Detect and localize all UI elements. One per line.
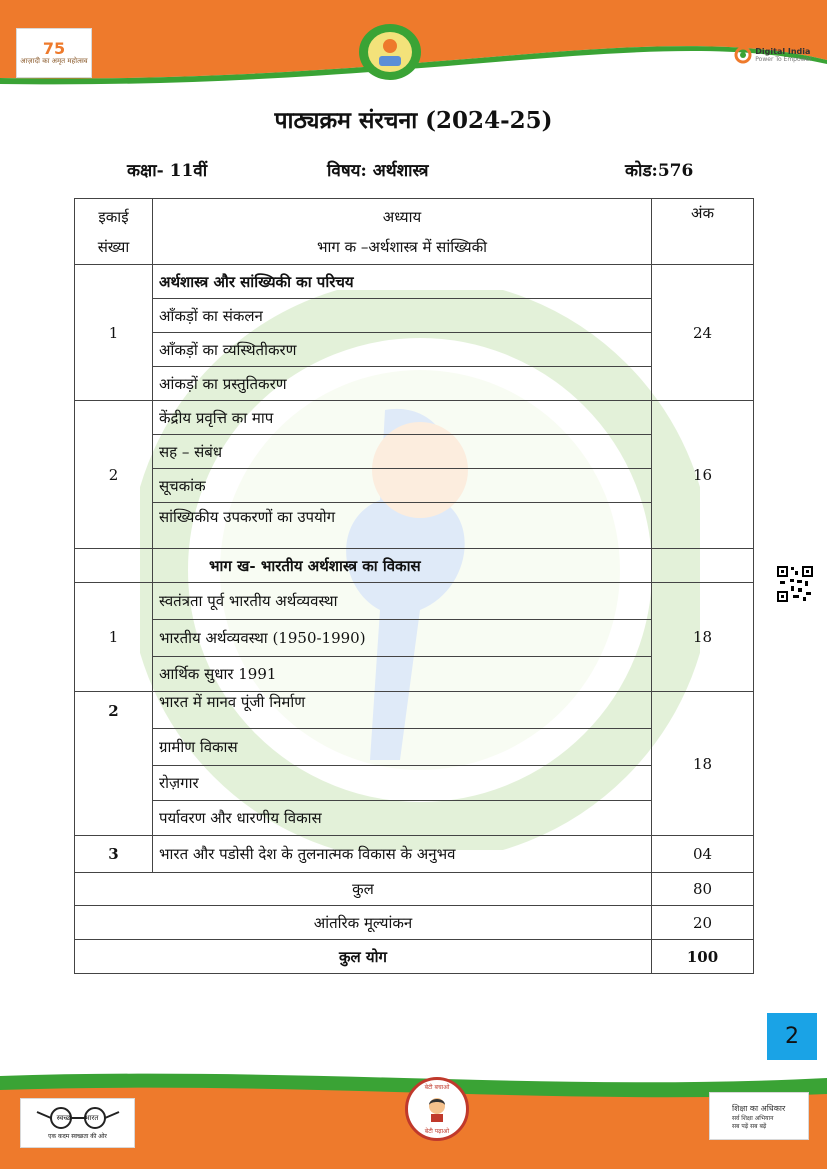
board-emblem-icon: [357, 22, 423, 82]
chapter-cell: आर्थिक सुधार 1991: [153, 657, 652, 692]
total-value: 80: [652, 873, 754, 906]
total-row: [75, 873, 754, 906]
chapter-cell: सूचकांक: [153, 469, 652, 503]
marks-cell: 18: [652, 583, 754, 692]
azadi-logo: [16, 28, 92, 78]
chapter-cell: सांख्यिकीय उपकरणों का उपयोग: [153, 503, 652, 549]
swachh-sub: एक कदम स्वच्छता की ओर: [48, 1133, 107, 1140]
internal-row: [75, 906, 754, 940]
unit-number: 3: [75, 836, 153, 873]
azadi-logo-text: आज़ादी का अमृत महोत्सव: [20, 56, 88, 65]
chapter-cell: स्वतंत्रता पूर्व भारतीय अर्थव्यवस्था: [153, 583, 652, 620]
page-number: 2: [767, 1013, 817, 1060]
internal-value: 20: [652, 906, 754, 940]
digital-india-logo: [733, 38, 813, 72]
swachh-label: स्वच्छ: [56, 1114, 71, 1122]
header-marks: अंक: [652, 199, 754, 265]
internal-label: आंतरिक मूल्यांकन: [75, 906, 652, 940]
marks-cell: 24: [652, 265, 754, 401]
azadi-logo-number: 75: [42, 38, 66, 58]
beti-bachao-logo: [405, 1077, 469, 1141]
header-unit: [75, 199, 153, 265]
grand-total-label: कुल योग: [75, 940, 652, 974]
swachh-bharat-logo: [20, 1098, 135, 1148]
chapter-cell: भारतीय अर्थव्यवस्था (1950-1990): [153, 620, 652, 657]
header-chapter-label: अध्याय: [382, 207, 422, 226]
marks-cell: 18: [652, 692, 754, 836]
header-chapter: [153, 199, 652, 265]
grand-total-value: 100: [652, 940, 754, 974]
unit-number: 2: [75, 401, 153, 549]
chapter-cell: आंकड़ों का प्रस्तुतिकरण: [153, 367, 652, 401]
unit-number: 1: [75, 265, 153, 401]
table-row: [75, 401, 754, 435]
digital-india-title: Digital India: [755, 47, 811, 56]
unit-number: 2: [75, 692, 153, 836]
table-header-row: [75, 199, 754, 265]
marks-cell: 04: [652, 836, 754, 873]
chapter-cell: आँकड़ों का व्यस्थितीकरण: [153, 333, 652, 367]
marks-cell: 16: [652, 401, 754, 549]
girl-icon: [423, 1095, 451, 1123]
rte-title: शिक्षा का अधिकार: [732, 1103, 786, 1113]
table-row: [75, 836, 754, 873]
digital-india-sub: Power To Empower: [755, 56, 812, 63]
part-b-heading: भाग ख- भारतीय अर्थशास्त्र का विकास: [153, 549, 652, 583]
subject-label: विषय: अर्थशास्त्र: [327, 161, 429, 181]
total-label: कुल: [75, 873, 652, 906]
rte-sub2: सब पढ़ें सब बढ़ें: [732, 1122, 767, 1130]
chapter-cell: भारत में मानव पूंजी निर्माण: [153, 692, 652, 729]
header-unit-line2: संख्या: [97, 237, 130, 256]
bharat-label: भारत: [84, 1114, 99, 1122]
table-row: [75, 583, 754, 620]
digital-india-icon: [734, 45, 752, 65]
chapter-cell: ग्रामीण विकास: [153, 729, 652, 766]
header-part-a: भाग क –अर्थशास्त्र में सांख्यिकी: [317, 237, 487, 256]
page-title: पाठ्यक्रम संरचना (2024-25): [274, 107, 553, 134]
class-label: कक्षा- 11वीं: [127, 161, 208, 181]
rte-sub1: सर्व शिक्षा अभियान: [732, 1114, 774, 1122]
grand-total-row: [75, 940, 754, 974]
chapter-cell: भारत और पडोसी देश के तुलनात्मक विकास के अनुभव: [153, 836, 652, 873]
chapter-cell: आँकड़ों का संकलन: [153, 299, 652, 333]
syllabus-table: [74, 198, 754, 974]
rte-logo: [709, 1092, 809, 1140]
empty-cell: [75, 549, 153, 583]
chapter-cell: रोज़गार: [153, 766, 652, 801]
qr-code-icon[interactable]: [776, 565, 814, 603]
table-row: [75, 692, 754, 729]
header-unit-line1: इकाई: [98, 207, 129, 226]
chapter-cell: अर्थशास्त्र और सांख्यिकी का परिचय: [153, 265, 652, 299]
empty-cell: [652, 549, 754, 583]
chapter-cell: सह – संबंध: [153, 435, 652, 469]
beti-bachao-top: बेटी बचाओ: [424, 1084, 450, 1091]
code-label: कोड:576: [625, 161, 694, 181]
chapter-cell: केंद्रीय प्रवृत्ति का माप: [153, 401, 652, 435]
chapter-cell: पर्यावरण और धारणीय विकास: [153, 801, 652, 836]
beti-bachao-bottom: बेटी पढ़ाओ: [424, 1128, 450, 1135]
part-b-row: [75, 549, 754, 583]
table-row: [75, 265, 754, 299]
unit-number: 1: [75, 583, 153, 692]
